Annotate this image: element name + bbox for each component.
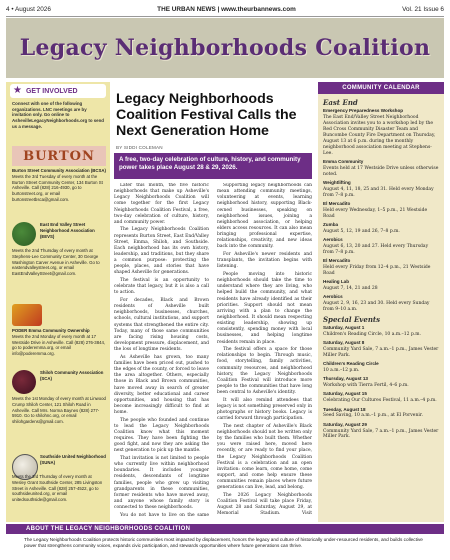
get-involved-header bbox=[10, 84, 106, 98]
org-name: East End Valley Street Neighborhood Association (EEVS) bbox=[40, 222, 95, 239]
calendar-event-title: Healing Lab bbox=[323, 278, 350, 284]
calendar-event bbox=[323, 201, 439, 220]
calendar-event-details: Celebrating Our Cultures Festival, 11 a.m.–4 p.m. bbox=[323, 398, 437, 404]
calendar-event bbox=[323, 294, 439, 313]
article-column-1 bbox=[114, 183, 209, 517]
calendar-event-title: Emma Community bbox=[323, 158, 364, 164]
calendar-event-details: The East End/Valley Street Neighborhood Association invites you to a workshop led by the Red Cross Community Disaster Team and Buncombe County Fire Department on Thursday, August 13 at 6 p.m. during the monthly neighborhood association meeting at Stephens-Lee. bbox=[323, 115, 436, 156]
get-involved-intro: Connect with one of the following organizations. LNC meetings are by invitation only. Go online to AshevilleLegacyNeighborhoods.org to send us a message. bbox=[12, 101, 104, 129]
calendar-event bbox=[323, 108, 439, 157]
calendar-event-details: Held every Friday from 12–4 p.m., 21 Westside Road bbox=[323, 264, 431, 276]
calendar-event-title: Saturday, August 1 bbox=[323, 325, 365, 331]
org-name: Burton Street Community Association (BCSA) bbox=[12, 168, 106, 173]
org-details: Meets the 2nd Monday of every month at 17 Westside Drive in Asheville. Call (828) 276-3844, go to poderemma.org, or email info@poderemma.org. bbox=[12, 333, 106, 357]
org-name: Shiloh Community Association (SCA) bbox=[40, 370, 104, 381]
article-paragraph: It will also remind attendees that legacy is not something preserved only in photographs or history books. Legacy is carried forward through participation. bbox=[217, 397, 312, 422]
article-byline: BY SIDDI COLEMAN bbox=[116, 145, 163, 150]
article-paragraph: For decades, Black and Brown residents of Asheville built neighborhoods, businesses, churches, schools, cultural institutions, and support systems that strengthened the entire city. Today, many of those same communities are facing rising housing costs, development pressure, displacement, and the loss of longtime residents. bbox=[114, 298, 209, 353]
org-east-end-details bbox=[12, 248, 106, 277]
shiloh-logo bbox=[12, 370, 36, 394]
calendar-event-details: Events held at 17 Westside Drive unless otherwise noted. bbox=[323, 165, 439, 177]
calendar-event-title: Zumba bbox=[323, 221, 339, 227]
page-header bbox=[6, 2, 444, 17]
community-calendar bbox=[318, 82, 444, 522]
calendar-event-title: Saturday, August 8 bbox=[323, 340, 365, 346]
org-details: Meets the 3rd Thursday of every month at Wesley Grant Southside Center, 285 Livingston Street in Asheville. Call (828) 257-4522, go to southsideunited.org, or email unitedsouthside@gmail.com. bbox=[12, 474, 103, 503]
article-paragraph: The 2026 Legacy Neighborhoods Coalition Festival will take place Friday, August 28 and Saturday, August 29, at Memorial Stadium. Visit bbox=[217, 492, 312, 517]
org-shiloh-details bbox=[12, 396, 106, 425]
calendar-event-details: 10 a.m.–12 p.m. bbox=[323, 368, 360, 374]
calendar-event-title: Aerobics bbox=[323, 294, 343, 300]
article-paragraph: The next chapter of Asheville's Black neighborhoods should not be written only by the families who built them. Whether you were raised here, moved here recently, or are ready to find your place, the Legacy Neighborhoods Coalition Festival is a celebration and an open invitation: come learn, come home, come support, and come help ensure these communities remain places where future generations can live, lead, and belong. bbox=[217, 423, 312, 491]
article-body bbox=[114, 183, 312, 517]
get-involved-sidebar bbox=[6, 82, 110, 522]
calendar-event-details: Workshop with Tierra Fertil, 4–6 p.m. bbox=[323, 383, 409, 389]
get-involved-title: GET INVOLVED bbox=[25, 87, 78, 95]
calendar-event-title: Children's Reading Circle bbox=[323, 361, 379, 367]
article-paragraph: Later this month, the five historic neighborhoods that make up Asheville's Legacy Neighborhoods Coalition will come together for the first Legacy Neighborhoods Coalition Festival, a free, two-day celebration of culture, history, and community power. bbox=[114, 183, 209, 225]
article-paragraph: Supporting legacy neighborhoods can mean attending community meetings, volunteering at events, learning neighborhood history, supporting Black-owned businesses, speaking on neighborhood issues, joining a neighborhood association, or helping elders access resources. It can also mean bringing professional expertise, relationships, creativity, and new ideas back into the community. bbox=[217, 183, 312, 250]
calendar-event bbox=[323, 340, 439, 359]
org-burton-street bbox=[12, 168, 106, 203]
calendar-event-title: El Mercadito bbox=[323, 200, 351, 206]
calendar-event bbox=[323, 258, 439, 277]
calendar-event-details: August 5, 12, 19 and 26, 7–8 p.m. bbox=[323, 228, 400, 234]
calendar-event-title: Aerobics bbox=[323, 236, 343, 242]
calendar-event-title: Emergency Preparedness Workshop bbox=[323, 108, 404, 114]
calendar-event bbox=[323, 407, 439, 420]
about-text: The Legacy Neighborhoods Coalition protects historic communities most impacted by displacement, honors the legacy and culture of historically under-resourced residents, and builds collective power that strengthens community voices, expands civic participation, and stewards opportunities where future generations can thrive. bbox=[24, 537, 423, 549]
article-paragraph: For Asheville's newer residents and transplants, the invitation begins with listening. bbox=[217, 252, 312, 270]
calendar-section-heading: Special Events bbox=[323, 315, 381, 325]
publication-masthead: THE URBAN NEWS | www.theurbannews.com bbox=[157, 5, 296, 13]
calendar-event-details: Seed Saving, 10 a.m.–1 p.m., at El Porvenir. bbox=[323, 413, 423, 419]
org-name: PODER Emma Community Ownership bbox=[12, 328, 90, 333]
star-icon: ★ bbox=[13, 85, 22, 96]
calendar-event-details: Children's Reading Circle, 10 a.m.–12 p.m. bbox=[323, 332, 421, 338]
article-paragraph: The festival is an opportunity to celebrate that legacy, but it is also a call to action. bbox=[114, 278, 209, 296]
calendar-title: COMMUNITY CALENDAR bbox=[318, 82, 444, 94]
calendar-event-title: El Mercadito bbox=[323, 257, 351, 263]
calendar-event bbox=[323, 159, 439, 178]
calendar-event bbox=[323, 180, 439, 199]
calendar-event-details: August 7, 14, 21 and 28 bbox=[323, 285, 378, 291]
calendar-body bbox=[318, 94, 444, 440]
banner-title: Legacy Neighborhoods Coalition bbox=[19, 35, 431, 61]
calendar-event-details: August 2, 9, 16, 23 and 30. Held every Sunday from 9–10 a.m. bbox=[323, 300, 430, 312]
calendar-event-title: Thursday, August 13 bbox=[323, 376, 368, 382]
calendar-section-heading: East End bbox=[323, 98, 358, 107]
calendar-event-details: August 6, 13, 20 and 27. Held every Thursday from 7–8 p.m. bbox=[323, 243, 429, 255]
calendar-event-details: Community Yard Sale, 7 a.m.–1 p.m., James Vester Miller Park. bbox=[323, 347, 439, 359]
article-paragraph: The festival offers a space for those relationships to begin. Through music, food, storytelling, family activities, community resources, and neighborhood history, the Legacy Neighborhoods Coalition Festival will introduce more people to the communities that have long been central to Asheville's identity. bbox=[217, 347, 312, 396]
article-paragraph: People moving into historic neighborhoods should take the time to understand where they are living, who helped build the community, and what residents have already identified as their priorities. Support should not mean arriving with a plan to change the neighborhood. It should mean respecting existing leadership, showing up consistently, spending money with local businesses, and helping longtime residents remain in place. bbox=[217, 271, 312, 345]
article-paragraph: You do not have to live on the same bbox=[120, 512, 209, 517]
org-east-end bbox=[40, 222, 106, 239]
calendar-event bbox=[323, 237, 439, 256]
org-details: Meets the 2nd Thursday of every month at Stephens-Lee Community Center, 30 George Washington Carver Avenue in Asheville. Go to eastendvalleystreet.org, or email EastEndValleyStreet@gmail.com. bbox=[12, 248, 100, 277]
calendar-event-details: Community Yard Sale, 7 a.m.–1 p.m., James Vester Miller Park. bbox=[323, 428, 439, 440]
section-banner bbox=[6, 18, 444, 78]
org-southside-details bbox=[12, 474, 106, 503]
calendar-event bbox=[323, 361, 439, 374]
calendar-event-details: Held every Wednesday, 1–5 p.m., 21 Westside Road bbox=[323, 207, 428, 219]
org-southside bbox=[40, 454, 106, 466]
calendar-event-title: Weightlifting bbox=[323, 179, 351, 185]
calendar-event bbox=[323, 279, 439, 292]
volume-issue: Vol. 21 Issue 6 bbox=[402, 5, 444, 13]
org-name: Southside United Neighborhood (SUNA) bbox=[40, 454, 106, 465]
article-column-2 bbox=[217, 183, 312, 517]
calendar-event bbox=[323, 376, 439, 389]
poder-emma-logo bbox=[12, 304, 42, 326]
org-poder-emma bbox=[12, 328, 106, 357]
calendar-event bbox=[323, 391, 439, 404]
org-details: Meets the 1st Monday of every month at Linwood Crump Shiloh Center, 121 Shiloh Road in Asheville. Call Mrs. Norma Baynes (828) 277-5910. Go to shilohnc.org, or email shilohgardens@gmail.com. bbox=[12, 396, 106, 425]
article-headline: Legacy Neighborhoods Coalition Festival Calls the Next Generation Home bbox=[116, 91, 297, 139]
calendar-event bbox=[323, 222, 439, 235]
org-shiloh bbox=[40, 370, 106, 382]
burton-logo: BURTON bbox=[12, 146, 106, 166]
org-details: Meets the 3rd Tuesday of every month at the Burton Street Community Center, 134 Burton St Asheville. Call (828) 216-4930, go to burtonstreet.org, or email burtonstreetbsca@gmail.com. bbox=[12, 173, 103, 202]
issue-date: 4 • August 2026 bbox=[6, 5, 51, 13]
calendar-event bbox=[323, 325, 439, 338]
article-paragraph: That invitation is not limited to people who currently live within neighborhood boundaries. It includes younger residents, descendants of longtime families, people who grew up visiting grandparents in these communities, former residents who have moved away, and anyone whose family story is connected to these neighborhoods. bbox=[114, 456, 209, 511]
calendar-event-title: Saturday, August 15 bbox=[323, 391, 367, 397]
calendar-event-title: Saturday, August 29 bbox=[323, 421, 367, 427]
article-deck: A free, two-day celebration of culture, history, and community power takes place August 28 & 29, 2026. bbox=[114, 153, 312, 179]
article-paragraph: The people who founded and continue to lead the Legacy Neighborhoods Coalition know what this moment requires. They have been fighting the good fight, and now they are asking the next generation to pick up the mantle. bbox=[114, 417, 209, 454]
calendar-event bbox=[323, 422, 439, 441]
about-heading: ABOUT THE LEGACY NEIGHBORHOODS COALITION bbox=[6, 524, 444, 534]
east-end-logo bbox=[12, 222, 36, 246]
article-paragraph: The Legacy Neighborhoods Coalition represents Burton Street, East End/Valley Street, Emma, Shiloh, and Southside. Each neighborhood has its own history, leadership, and traditions, but they share a common purpose: protecting the people, places, and stories that have shaped Asheville for generations. bbox=[114, 227, 209, 276]
calendar-event-details: August 4, 11, 18, 25 and 31. Held every Monday from 7–8 p.m. bbox=[323, 186, 434, 198]
calendar-event-title: Tuesday, August 18 bbox=[323, 406, 366, 412]
article-paragraph: As Asheville has grown, too many families have been priced out, pushed to the edges of the county, or forced to leave the area altogether. Others, especially those in Black and Brown communities, have moved away in search of greater diversity, better educational and career opportunities, and housing that has become increasingly difficult to find at home. bbox=[114, 354, 209, 416]
